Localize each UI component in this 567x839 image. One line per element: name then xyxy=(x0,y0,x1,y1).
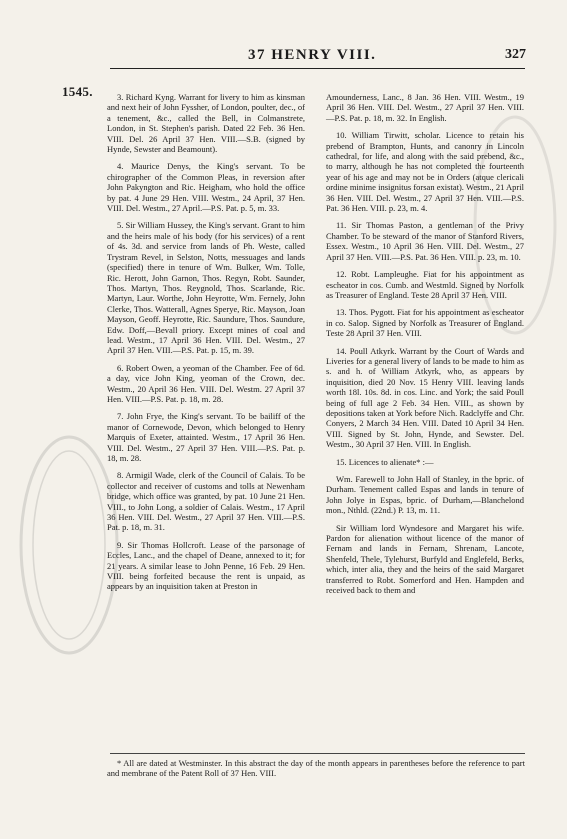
left-column xyxy=(107,92,305,599)
entry-15-wyndesore: Sir William lord Wyndesore and Margaret his wife. Pardon for alienation without licence of the manor of Fernam and lands in Fernam, Shrenam, Lancote, Shenfeld, Thele, Tylehurst, Burfyld and Englefeld, Berks, which, inter alia, they and the heirs of the said Margaret transferred to Robt. Somerford and Hen. Hampden and received back to them and xyxy=(326,522,524,596)
right-column xyxy=(326,92,524,602)
entry-12: 12. Robt. Lampleughe. Fiat for his appointment as escheator in cos. Cumb. and Westmld. Signed by Norfolk as Treasurer of England. Teste 28 April 37 Hen. VIII. xyxy=(326,269,524,300)
entry-9: 9. Sir Thomas Hollcroft. Lease of the parsonage of Eccles, Lanc., and the chapel of Deane, annexed to it; for 21 years. A similar lease to John Penne, 16 Feb. 29 Hen. VIII. being forfeited because the rent is unpaid, as appears by an inquisition taken at Preston in xyxy=(107,539,305,592)
entry-10: 10. William Tirwitt, scholar. Licence to retain his prebend of Brampton, Hunts, and canonry in Lincoln cathedral, for life, and along with the said prebend, &c., to marry, although he has not completed the fourteenth year of his age and may not be in Orders (atque clericali ordine minime insignitus forsan existat). Westm., 21 April 36 Hen. VIII. Del. Westm., 27 April 37 Hen. VIII.—P.S. Pat. 36 Hen. VIII. p. 23, m. 4. xyxy=(326,130,524,214)
year-marker: 1545. xyxy=(62,84,93,99)
entry-3: 3. Richard Kyng. Warrant for livery to him as kinsman and next heir of John Fyssher, of London, poulter, dec., of a tenement, &c., called the Bell, in Colmanstrete, London, in St. Stephen's parish. Dated 22 Feb. 36 Hen. VIII. Del. 26 April 37 Hen. VIII.—S.B. (signed by Hynde, Sewster and Beamount). xyxy=(107,92,305,155)
running-title: 37 HENRY VIII. xyxy=(248,47,377,63)
entry-9-continued: Amounderness, Lanc., 8 Jan. 36 Hen. VIII. Westm., 19 April 36 Hen. VIII. Del. Westm., 27 April 37 Hen. VIII.—P.S. Pat. p. 18, m. 32. In English. xyxy=(326,92,524,123)
entry-11: 11. Sir Thomas Paston, a gentleman of the Privy Chamber. To be steward of the manor of Stanford Rivers, Essex. Westm., 10 April 36 Hen. VIII. Del. Westm., 27 April 37 Hen. VIII.—P.S. Pat. 36 Hen. VIII. p. 23, m. 10. xyxy=(326,220,524,262)
entry-15-farewell: Wm. Farewell to John Hall of Stanley, in the bpric. of Durham. Tenement called Espas and lands in tenure of John Jolye in Espas, bpric. of Durham,—Blanchelond mon., Nthld. (22nd.) P. 13, m. 11. xyxy=(326,474,524,516)
footnote: * All are dated at Westminster. In this abstract the day of the month appears in parentheses before the reference to part and membrane of the Patent Roll of 37 Hen. VIII. xyxy=(107,758,525,779)
entry-15-heading: 15. Licences to alienate* :— xyxy=(336,456,434,467)
entry-13: 13. Thos. Pygott. Fiat for his appointment as escheator in co. Salop. Signed by Norfolk as Treasurer of England. Teste 28 April 37 Hen. VIII. xyxy=(326,307,524,339)
entry-7: 7. John Frye, the King's servant. To be bailiff of the manor of Cornewode, Devon, which belonged to Henry Marquis of Exeter, attainted. Westm., 17 April 36 Hen. VIII. Del. Westm., 27 April 37 Hen. VIII.—P.S. Pat. p. 18, m. 28. xyxy=(107,411,305,463)
page-number: 327 xyxy=(505,47,526,62)
entry-6: 6. Robert Owen, a yeoman of the Chamber. Fee of 6d. a day, vice John King, yeoman of the Crown, dec. Westm., 20 April 36 Hen. VIII. Del. Westm. 27 April 37 Hen. VIII.—P.S. Pat. p. 18, m. 28. xyxy=(107,362,305,404)
entry-8: 8. Armigil Wade, clerk of the Council of Calais. To be collector and receiver of customs and tolls at Newenham bridge, which office was granted, by pat. 10 June 21 Hen. VIII., to John Long, a soldier of Calais. Westm., 17 April 36 Hen. VIII. Del. Westm., 27 April 37 Hen. VIII.—P.S. Pat. p. 18, m. 31. xyxy=(107,470,305,533)
entry-14: 14. Poull Atkyrk. Warrant by the Court of Wards and Liveries for a general livery of lands to be made to him as s. and h. of William Atkyrk, who, as appears by inquisition, died 20 Nov. 15 Henry VIII. leaving lands worth 18l. 10s. 8d. in cos. Linc. and York; the said Poull being of full age 2 Feb. 34 Hen. VIII., as shown by depositions taken at York before Nich. Radclyffe and Chr. Conyers, 2 March 34 Hen. VIII. Dated 10 April 34 Hen. VIII. Signed by St. John, Hynde, and Sewster. Del. Westm., 30 April 37 Hen. VIII. In English. xyxy=(326,345,524,450)
entry-4: 4. Maurice Denys, the King's servant. To be chirographer of the Common Pleas, in reversion after John Pakyngton and Ric. Heigham, who hold the office by pat. 4 June 29 Hen. VIII. Westm., 24 April, 37 Hen. VIII. Del. Westm., 27 April.—P.S. Pat. p. 5, m. 33. xyxy=(107,161,305,214)
header-rule xyxy=(110,68,525,69)
entry-5: 5. Sir William Hussey, the King's servant. Grant to him and the heirs male of his body (for his services) of a rent of 4s. 3d. and service from lands of Ph. Weste, called Trystram Revel, in Selston, Notts, messuages and lands (specified) there in tenure of Wm. Bulker, Wm. Tolle, Ric. Herott, John Garnon, Thos. Regyn, Robt. Saunder, Thos. Martyn, Thos. Reygnold, Thos. Scarlande, Ric. Martyn, Laur. Worthe, John Heyrotte, Wm. Fernely, John Clerke, Thos. Watterall, Agnes Sperye, Ric. Mayson, Joan Mayson, Geoff. Heyrotte, Ric. Saundure, Thos. Saundure, Edw. Doff,—Bevall priory. Except mines of coal and lead. Westm., 17 April 36 Hen. VIII. Del. Westm., 27 April 37 Hen. VIII.—P.S. Pat. p. 15, m. 39. xyxy=(107,220,305,356)
running-header xyxy=(0,47,567,67)
footnote-rule xyxy=(110,753,525,754)
